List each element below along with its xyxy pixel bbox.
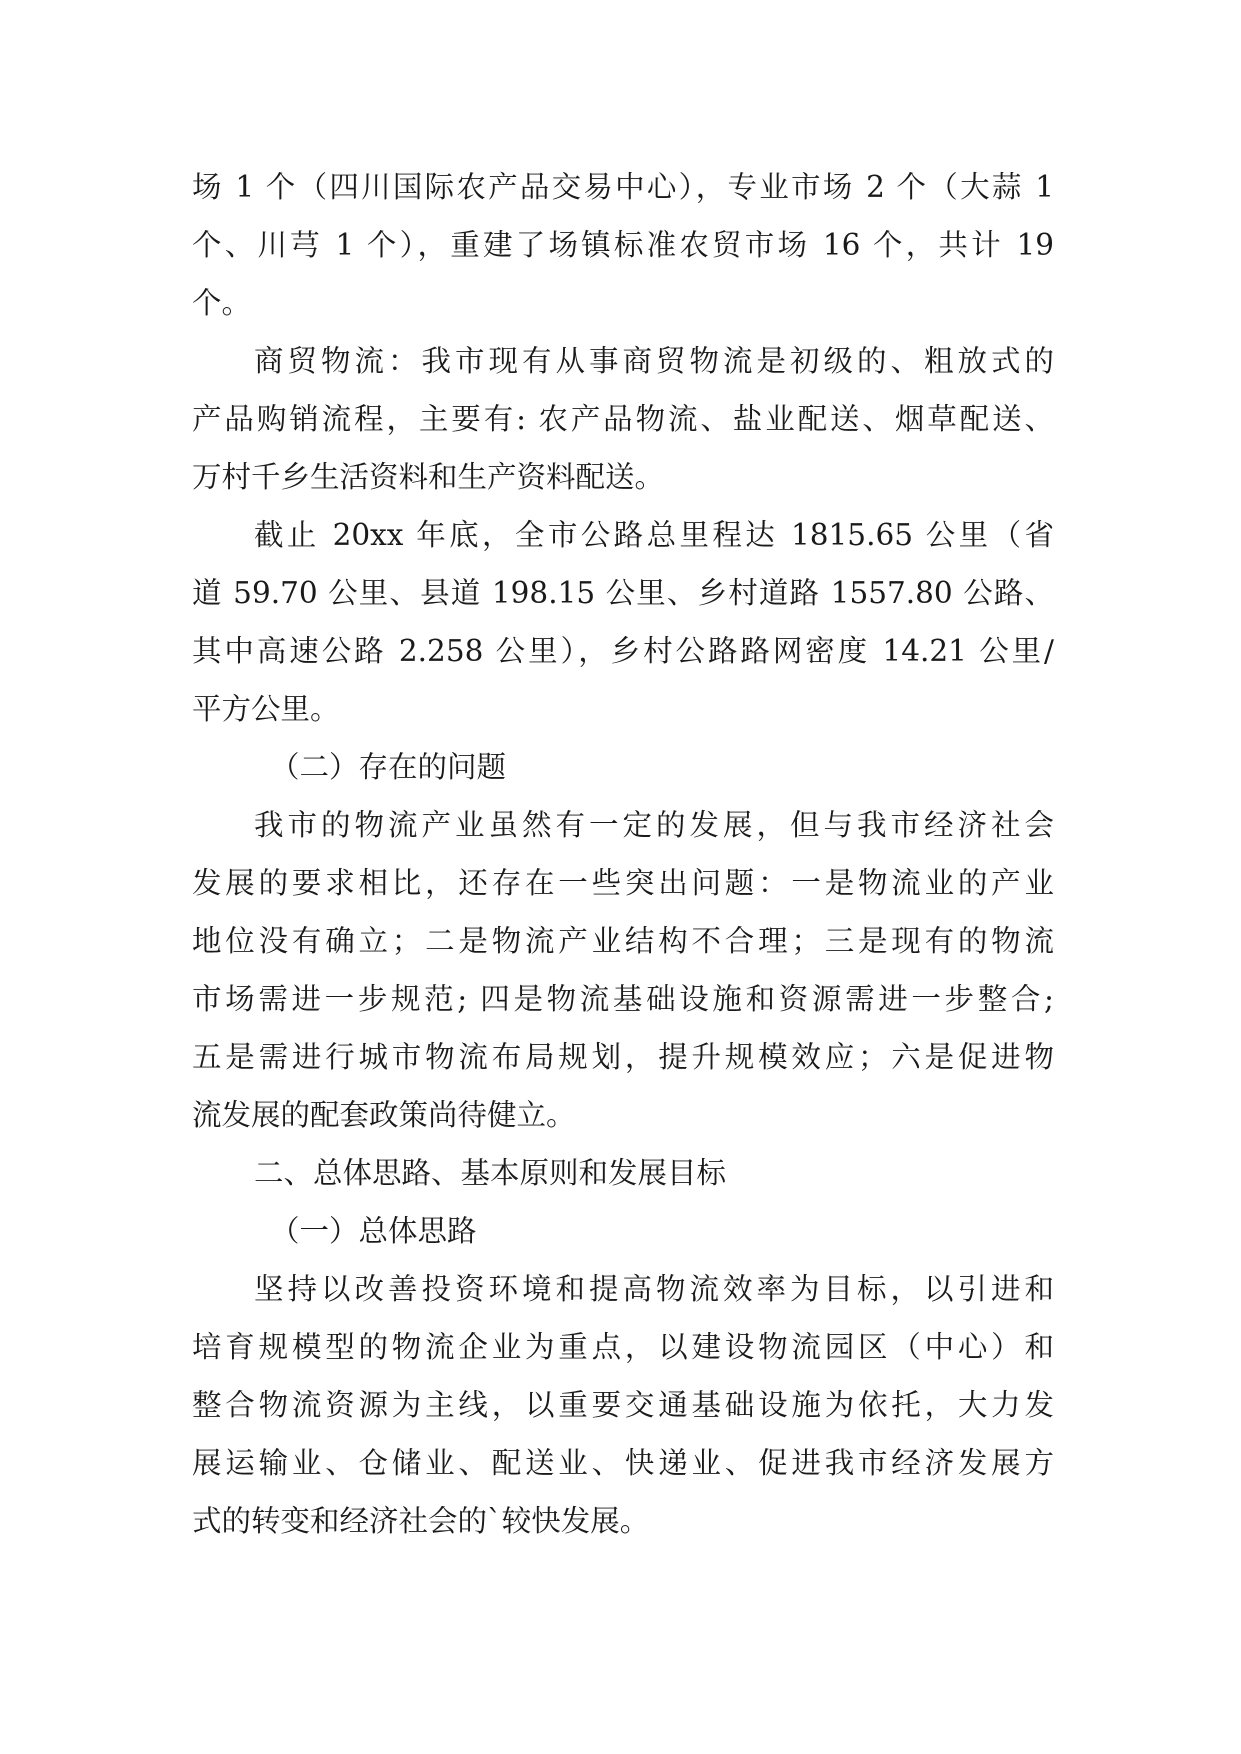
text-line: 市场需进一步规范; 四是物流基础设施和资源需进一步整合;	[192, 982, 1054, 1016]
text-line: 产品购销流程，主要有: 农产品物流、盐业配送、烟草配送、	[192, 402, 1054, 436]
text-line: 五是需进行城市物流布局规划，提升规模效应；六是促进物	[192, 1040, 1054, 1074]
text-line: 商贸物流：我市现有从事商贸物流是初级的、粗放式的	[254, 344, 1054, 378]
text-line: 坚持以改善投资环境和提高物流效率为目标，以引进和	[254, 1272, 1054, 1306]
text-line: 截止 20xx 年底，全市公路总里程达 1815.65 公里（省	[254, 518, 1054, 552]
text-line: 场 1 个（四川国际农产品交易中心），专业市场 2 个（大蒜 1	[192, 170, 1054, 204]
text-line: 培育规模型的物流企业为重点，以建设物流园区（中心）和	[192, 1330, 1054, 1364]
text-line: 平方公里。	[192, 692, 340, 726]
section-heading: （一）总体思路	[270, 1214, 477, 1248]
text-line: 式的转变和经济社会的`较快发展。	[192, 1504, 650, 1538]
document-body	[192, 158, 1054, 1550]
text-line: 发展的要求相比，还存在一些突出问题：一是物流业的产业	[192, 866, 1054, 900]
text-line: 万村千乡生活资料和生产资料配送。	[192, 460, 665, 494]
text-line: 道 59.70 公里、县道 198.15 公里、乡村道路 1557.80 公路、	[192, 576, 1054, 610]
section-heading: 二、总体思路、基本原则和发展目标	[254, 1156, 727, 1190]
text-line: 个、川芎 1 个），重建了场镇标准农贸市场 16 个，共计 19	[192, 228, 1054, 262]
text-line: 个。	[192, 286, 252, 320]
text-line: 展运输业、仓储业、配送业、快递业、促进我市经济发展方	[192, 1446, 1054, 1480]
text-line: 我市的物流产业虽然有一定的发展，但与我市经济社会	[254, 808, 1054, 842]
text-line: 其中高速公路 2.258 公里），乡村公路路网密度 14.21 公里/	[192, 634, 1054, 668]
text-line: 流发展的配套政策尚待健立。	[192, 1098, 576, 1132]
text-line: 整合物流资源为主线，以重要交通基础设施为依托，大力发	[192, 1388, 1054, 1422]
text-line: 地位没有确立；二是物流产业结构不合理；三是现有的物流	[192, 924, 1054, 958]
section-heading: （二）存在的问题	[270, 750, 507, 784]
